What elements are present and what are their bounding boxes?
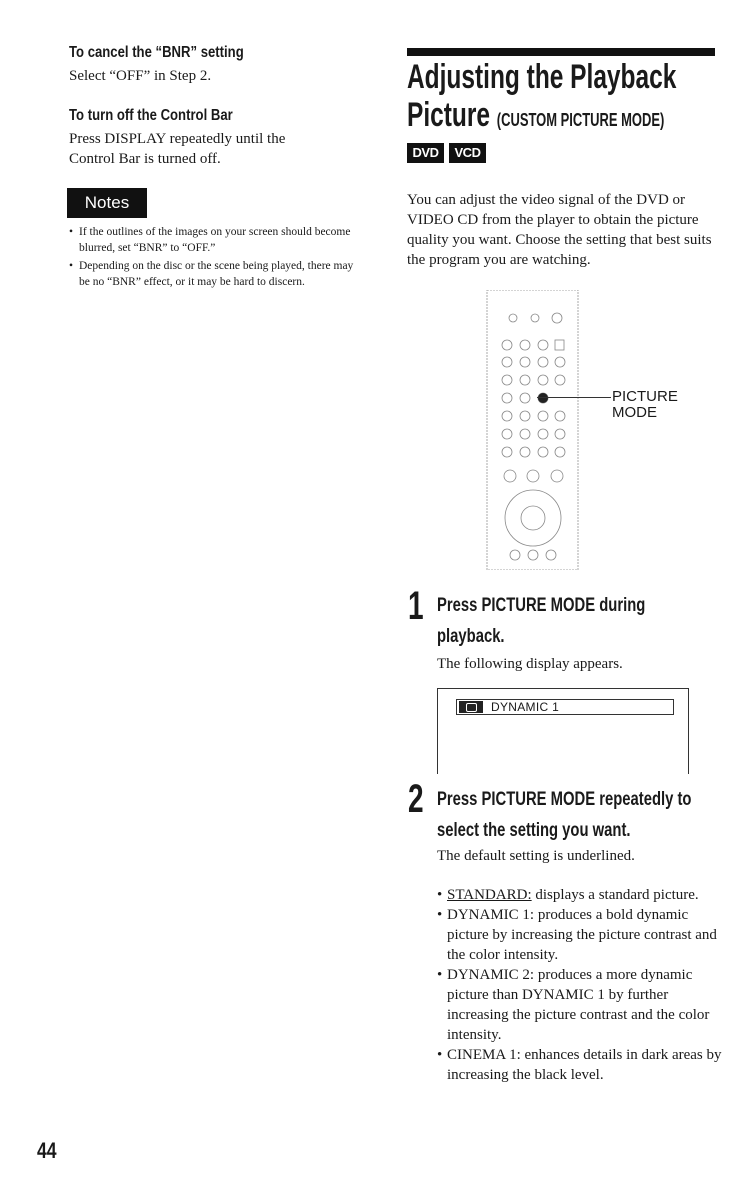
option-item	[437, 965, 722, 1045]
notes-badge: Notes	[67, 188, 147, 218]
picture-mode-callout	[612, 389, 678, 421]
option-name: DYNAMIC 1:	[447, 907, 535, 923]
option-desc: displays a standard picture.	[531, 887, 699, 903]
control-bar-display	[456, 699, 674, 715]
option-item	[437, 885, 722, 905]
control-bar-heading: To turn off the Control Bar	[69, 107, 233, 124]
option-item	[437, 905, 722, 965]
cancel-bnr-heading: To cancel the “BNR” setting	[69, 44, 244, 61]
cancel-bnr-text: Select “OFF” in Step 2.	[69, 68, 212, 84]
step1-heading	[437, 590, 733, 652]
page-title-line2	[407, 96, 664, 135]
note-item: • Depending on the disc or the scene being played, there may be no “BNR” effect, or it may be hard to discern.	[69, 258, 354, 290]
option-item	[437, 1045, 722, 1085]
remote-control-illustration	[485, 290, 580, 570]
callout-line1: PICTURE	[612, 388, 678, 405]
step1-text: The following display appears.	[437, 656, 623, 672]
step2-heading-text: Press PICTURE MODE repeatedly to select the setting you want.	[437, 789, 692, 841]
intro-text: You can adjust the video signal of the DVD or VIDEO CD from the player to obtain the picture quality you want. Choose the setting that best suits the program you are watching.	[407, 192, 712, 268]
page-number: 44	[37, 1138, 57, 1163]
option-desc: produces a bold dynamic picture by increasing the picture contrast and the color intensity.	[447, 907, 717, 963]
option-name: CINEMA 1:	[447, 1047, 521, 1063]
section-rule	[407, 48, 715, 56]
step2-number: 2	[408, 777, 424, 821]
option-desc: produces a more dynamic picture than DYNAMIC 1 by further increasing the picture contrast and the color intensity.	[447, 967, 710, 1043]
control-bar-text: Press DISPLAY repeatedly until the Control Bar is turned off.	[69, 131, 286, 167]
note-item: • If the outlines of the images on your screen should become blurred, set “BNR” to “OFF.”	[69, 224, 354, 256]
callout-line2: MODE	[612, 404, 657, 421]
dvd-badge: DVD	[407, 143, 444, 163]
display-value: DYNAMIC 1	[491, 700, 560, 714]
display-frame	[437, 688, 689, 774]
page-title-line1: Adjusting the Playback	[407, 58, 677, 96]
notes-list	[69, 224, 354, 292]
step2-text: The default setting is underlined.	[437, 848, 635, 864]
picture-mode-icon	[459, 701, 483, 713]
picture-mode-button	[538, 393, 548, 403]
step2-heading	[437, 784, 733, 846]
option-desc: enhances details in dark areas by increasing the black level.	[447, 1047, 722, 1083]
step1-heading-text: Press PICTURE MODE during playback.	[437, 595, 646, 647]
option-name: DYNAMIC 2:	[447, 967, 535, 983]
disc-type-badges	[407, 143, 486, 163]
callout-line	[537, 397, 611, 398]
step1-number: 1	[408, 584, 424, 628]
vcd-badge: VCD	[449, 143, 486, 163]
option-name: STANDARD:	[447, 887, 532, 903]
picture-mode-options	[437, 885, 722, 1085]
page-title-main: Picture	[407, 96, 490, 134]
page-title-sub: (CUSTOM PICTURE MODE)	[496, 110, 665, 130]
